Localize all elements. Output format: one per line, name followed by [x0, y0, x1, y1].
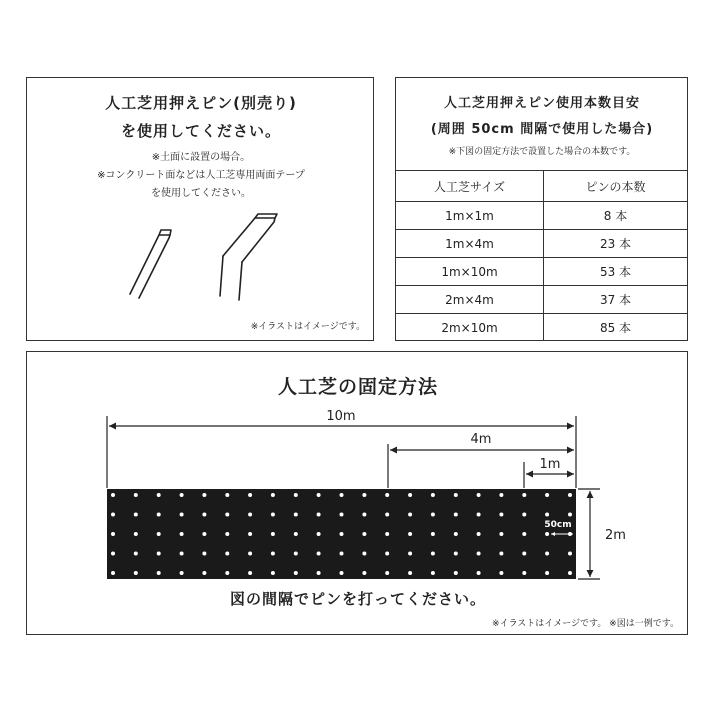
pin-dot: [340, 513, 344, 517]
table-title-line1: 人工芝用押えピン使用本数目安: [443, 96, 641, 111]
row-size: 1m×1m: [396, 202, 544, 230]
pins-note-line3: を使用してください。: [151, 188, 251, 199]
row-size: 1m×4m: [396, 230, 544, 258]
pin-dot: [568, 493, 572, 497]
pin-dot: [545, 513, 549, 517]
pin-dot: [157, 532, 161, 536]
pin-dot: [431, 493, 435, 497]
pin-dot: [362, 532, 366, 536]
pin-dot: [454, 513, 458, 517]
pin-dot: [317, 532, 321, 536]
pin-dot: [271, 493, 275, 497]
pin-dot: [180, 552, 184, 556]
fixing-method-panel: [26, 351, 688, 635]
pin-dot: [180, 493, 184, 497]
pin-dot: [477, 493, 481, 497]
pin-dot: [180, 532, 184, 536]
dimension-10m: [107, 416, 576, 488]
pin-dot: [454, 493, 458, 497]
pin-dot: [248, 532, 252, 536]
pins-info-panel: [26, 77, 374, 341]
pin-dot: [362, 493, 366, 497]
row-count: 8 本: [544, 202, 688, 230]
pin-dot: [180, 571, 184, 575]
pin-dot: [477, 513, 481, 517]
dim-2m-label: 2m: [605, 528, 626, 543]
pin-dot: [545, 552, 549, 556]
pin-dot: [225, 532, 229, 536]
pin-dot: [362, 552, 366, 556]
instruction-text: 図の間隔でピンを打ってください。: [229, 590, 487, 608]
pin-dot: [568, 513, 572, 517]
table-title-line2: (周囲 50cm 間隔で使用した場合): [430, 122, 654, 137]
pin-dot: [157, 552, 161, 556]
pin-dot: [248, 571, 252, 575]
pin-dot: [180, 513, 184, 517]
row-count: 37 本: [544, 286, 688, 314]
row-count: 23 本: [544, 230, 688, 258]
table-row: [396, 314, 687, 342]
pin-dot: [248, 493, 252, 497]
pin-dot: [317, 493, 321, 497]
pin-dot: [477, 552, 481, 556]
pin-dot: [157, 571, 161, 575]
pin-dot: [202, 532, 206, 536]
pin-dot: [340, 571, 344, 575]
table-header-row: [396, 171, 687, 202]
pin-dot: [477, 571, 481, 575]
dim-4m-label: 4m: [470, 432, 492, 447]
pin-dot: [499, 571, 503, 575]
pin-dot: [271, 571, 275, 575]
pin-dot: [248, 513, 252, 517]
dim-50cm-label: 50cm: [544, 520, 572, 530]
dim-10m-label: 10m: [326, 409, 356, 424]
pin-dot: [522, 513, 526, 517]
pin-dot: [225, 552, 229, 556]
pin-dot: [522, 532, 526, 536]
u-pin-illustration: [27, 78, 373, 340]
pin-dot: [408, 532, 412, 536]
pin-dot: [340, 493, 344, 497]
pin-dot: [408, 513, 412, 517]
table-row: [396, 230, 687, 258]
dim-1m-label: 1m: [539, 457, 561, 472]
pin-dot: [248, 552, 252, 556]
pin-dot: [545, 571, 549, 575]
pin-dot: [385, 552, 389, 556]
pin-dot: [499, 513, 503, 517]
pin-dot: [477, 532, 481, 536]
pin-dot: [568, 552, 572, 556]
pin-dot: [340, 552, 344, 556]
table-row: [396, 286, 687, 314]
pin-dot: [362, 513, 366, 517]
pin-dot: [294, 513, 298, 517]
pin-dot: [134, 513, 138, 517]
pins-title-line1: 人工芝用押えピン(別売り): [105, 94, 297, 112]
pin-dot: [317, 571, 321, 575]
table-row: [396, 202, 687, 230]
pin-dot: [111, 513, 115, 517]
pin-dot: [568, 571, 572, 575]
pin-dot: [134, 493, 138, 497]
large-pin-icon: [220, 214, 277, 300]
pin-dot: [362, 571, 366, 575]
pin-dot: [225, 571, 229, 575]
pin-dot: [202, 552, 206, 556]
pin-dot: [522, 552, 526, 556]
pin-dot: [408, 571, 412, 575]
pin-dot: [408, 493, 412, 497]
method-title: 人工芝の固定方法: [277, 376, 439, 398]
pin-dot: [431, 552, 435, 556]
pin-dot: [294, 552, 298, 556]
pin-dot: [157, 513, 161, 517]
pin-dot: [317, 552, 321, 556]
table-row: [396, 258, 687, 286]
pin-dot: [202, 513, 206, 517]
pin-dot: [111, 532, 115, 536]
row-count: 53 本: [544, 258, 688, 286]
pin-dot: [317, 513, 321, 517]
header-count: ピンの本数: [544, 171, 688, 202]
pins-title-line2: を使用してください。: [120, 122, 282, 140]
method-caption: ※イラストはイメージです。 ※図は一例です。: [492, 619, 679, 629]
pin-dot: [431, 571, 435, 575]
pin-dot: [454, 552, 458, 556]
pins-note-line1: ※土面に設置の場合。: [151, 152, 251, 163]
pin-dot: [340, 532, 344, 536]
pin-dot: [522, 493, 526, 497]
pins-caption: ※イラストはイメージです。: [250, 322, 365, 332]
pin-dot: [271, 513, 275, 517]
pin-dot: [545, 493, 549, 497]
pin-dot: [454, 532, 458, 536]
row-count: 85 本: [544, 314, 688, 342]
pin-dot: [134, 552, 138, 556]
pin-dot: [431, 532, 435, 536]
row-size: 2m×10m: [396, 314, 544, 342]
pin-dot: [294, 493, 298, 497]
pin-dot: [454, 571, 458, 575]
pin-dot: [499, 532, 503, 536]
pins-note-line2: ※コンクリート面などは人工芝専用両面テープ: [97, 170, 305, 181]
pin-dot: [294, 571, 298, 575]
pin-dot: [134, 532, 138, 536]
pin-dot: [385, 493, 389, 497]
pin-dot: [225, 493, 229, 497]
pin-dot: [499, 552, 503, 556]
small-pin-icon: [130, 230, 171, 298]
pin-dot: [385, 513, 389, 517]
header-size: 人工芝サイズ: [396, 171, 544, 202]
pin-dot: [111, 552, 115, 556]
table-note: ※下図の固定方法で設置した場合の本数です。: [448, 147, 636, 157]
pin-dot: [271, 532, 275, 536]
pin-dot: [499, 493, 503, 497]
pin-dot: [522, 571, 526, 575]
pin-dot: [134, 571, 138, 575]
pin-dot: [157, 493, 161, 497]
row-size: 1m×10m: [396, 258, 544, 286]
pin-dot: [111, 493, 115, 497]
pin-dot: [385, 571, 389, 575]
pin-count-panel: [395, 77, 688, 341]
pin-dot: [385, 532, 389, 536]
dimension-2m: [578, 489, 600, 579]
pin-count-table: [396, 170, 687, 341]
pin-dot: [271, 552, 275, 556]
pin-dot: [111, 571, 115, 575]
row-size: 2m×4m: [396, 286, 544, 314]
pin-dot: [225, 513, 229, 517]
pin-dot: [431, 513, 435, 517]
pin-dot: [408, 552, 412, 556]
pin-dot: [202, 493, 206, 497]
pin-dot: [294, 532, 298, 536]
pin-dot: [545, 532, 549, 536]
pin-dot: [202, 571, 206, 575]
